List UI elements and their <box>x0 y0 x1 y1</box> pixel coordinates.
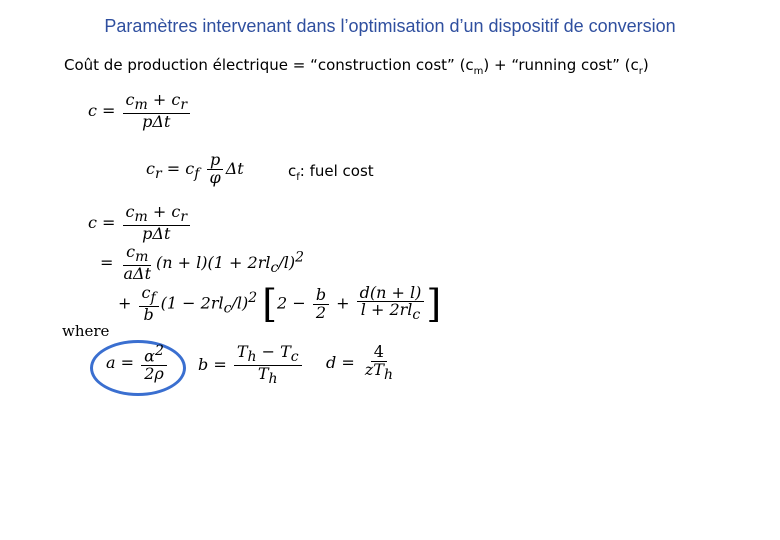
cost-definition <box>64 56 649 77</box>
slide-title: Paramètres intervenant dans l’optimisation d’un dispositif de conversion <box>104 16 676 36</box>
cost-definition-sub-m: m <box>473 66 484 77</box>
equation-d: d = $\frac{4}{zT_h}$ <box>326 342 393 383</box>
fuel-cost-note <box>288 162 374 183</box>
where-label: where <box>62 322 110 340</box>
fuel-cost-prefix: c <box>288 162 297 180</box>
equation-total-cost: c = $\frac{c_m + c_r}{\text{pΔt}}$ <box>88 92 192 131</box>
fuel-cost-text: : fuel cost <box>299 162 374 180</box>
equation-running-cost: $c_r = c_f$ $\frac{p}{\varphi}$ Δt <box>146 150 244 187</box>
equation-b: b = $\frac{T_h - T_c}{T_h}$ <box>198 344 304 387</box>
equation-expanded-line2: = $\frac{c_m}{\text{aΔt}}$ $(n + l)(1 + 2rl_c/l)^2$ <box>100 242 304 283</box>
equation-expanded-line3: + $\frac{c_f}{b}$ $(1 - 2rl_c/l)^2$ [2 − $\frac{b}{2}$ + $\frac{d(n + l)}{l + 2rl_c}$ ] <box>118 282 442 326</box>
equation-expanded-line1: c = $\frac{c_m + c_r}{\text{pΔt}}$ <box>88 204 192 243</box>
equation-a: a = $\frac{\alpha^2}{2\rho}$ <box>106 344 169 383</box>
cost-definition-mid: ) + “running cost” (c <box>483 56 639 74</box>
cost-definition-end: ) <box>642 56 649 74</box>
cost-definition-prefix: Coût de production électrique = “construction cost” (c <box>64 56 474 74</box>
cost-definition-sub-r: r <box>638 66 643 77</box>
fuel-cost-sub: f <box>296 172 300 183</box>
